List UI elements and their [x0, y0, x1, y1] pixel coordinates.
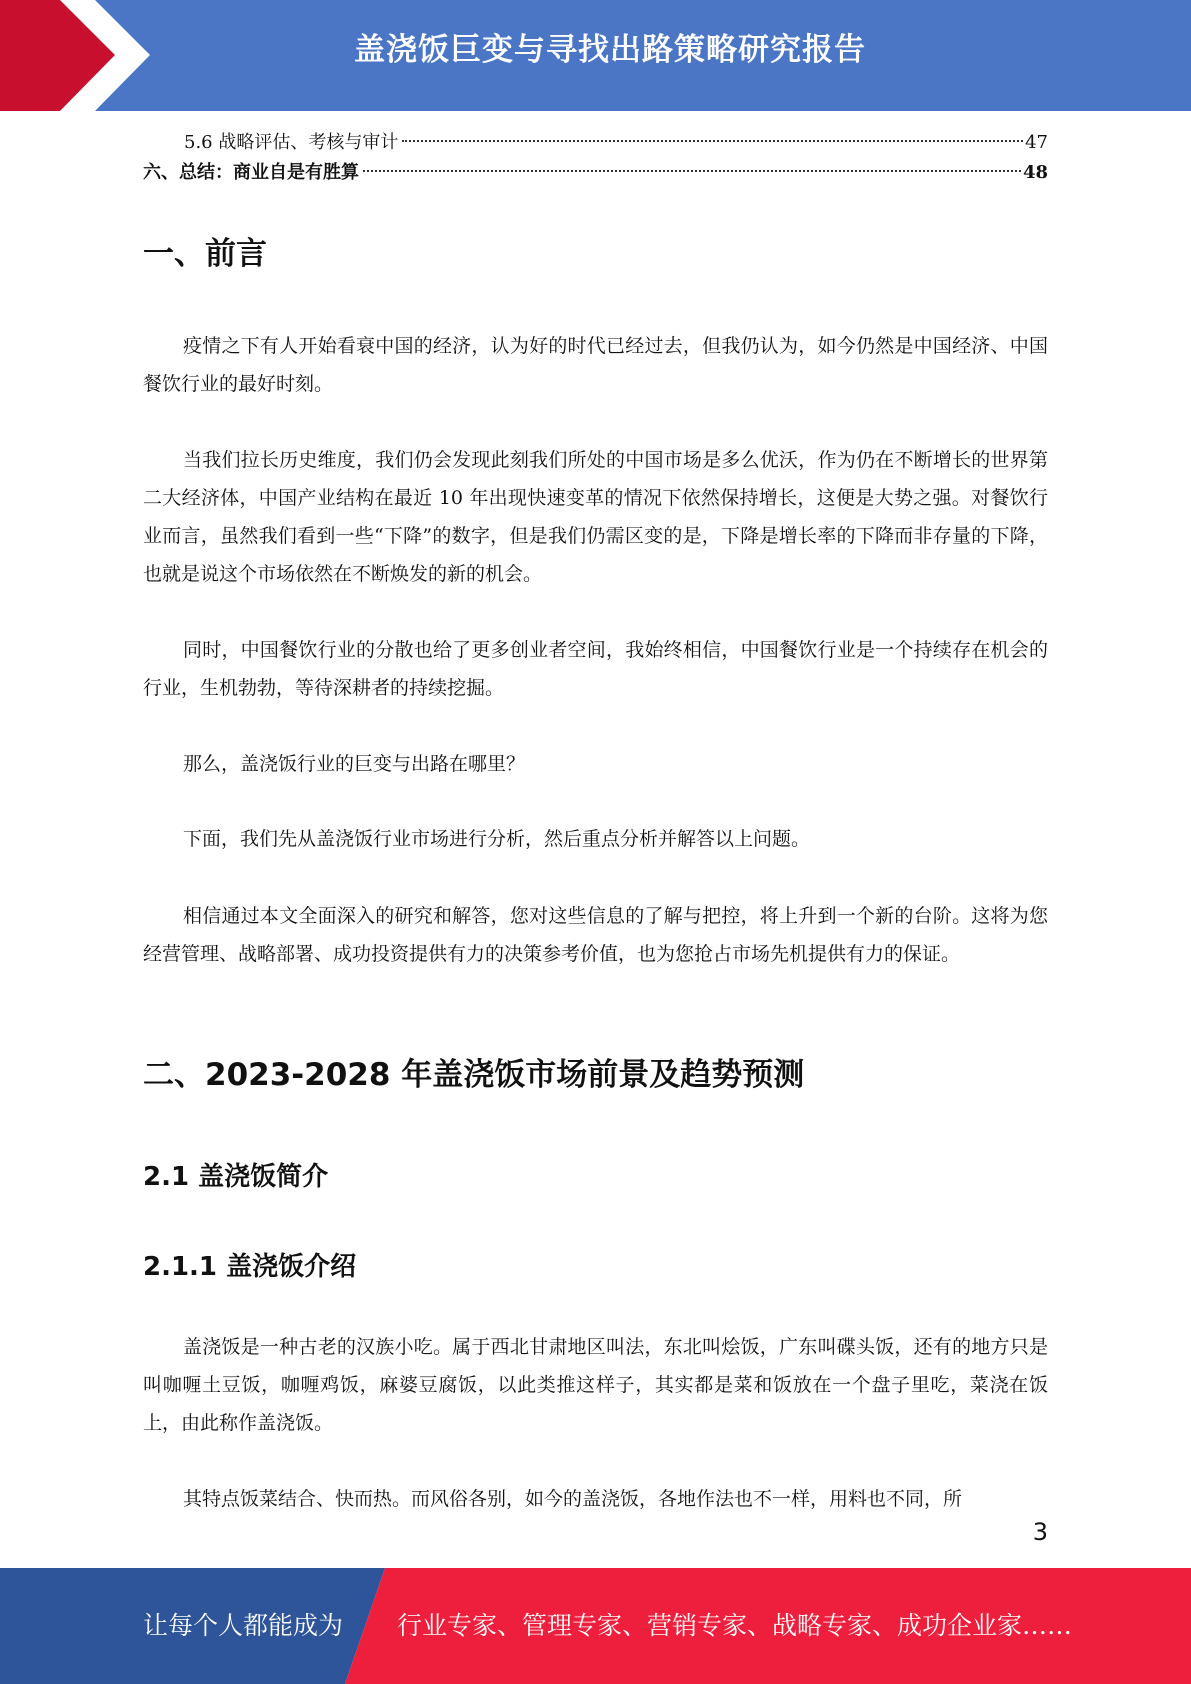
toc-entry-page: 48 — [1022, 162, 1048, 183]
subsection-heading: 2.1.1 盖浇饭介绍 — [143, 1252, 357, 1282]
toc-entry-page: 47 — [1025, 132, 1048, 153]
footer-banner — [0, 1568, 1191, 1684]
section-heading: 一、前言 — [143, 236, 267, 272]
paragraph: 那么，盖浇饭行业的巨变与出路在哪里？ — [183, 753, 526, 775]
paragraph: 盖浇饭是一种古老的汉族小吃。属于西北甘肃地区叫法，东北叫烩饭，广东叫碟头饭，还有的地方只是叫咖喱土豆饭，咖喱鸡饭，麻婆豆腐饭，以此类推这样子，其实都是菜和饭放在一个盘子里吃，菜浇在饭上，由此称作盖浇饭。 — [143, 1336, 1048, 1434]
footer-slogan-right: 行业专家、管理专家、营销专家、战略专家、成功企业家…… — [397, 1611, 1073, 1640]
paragraph: 疫情之下有人开始看衰中国的经济，认为好的时代已经过去，但我仍认为，如今仍然是中国经济、中国餐饮行业的最好时刻。 — [143, 335, 1048, 395]
header-banner — [0, 0, 1191, 111]
section-heading: 二、2023-2028 年盖浇饭市场前景及趋势预测 — [143, 1057, 805, 1093]
page-number: 3 — [1032, 1518, 1048, 1546]
paragraph: 当我们拉长历史维度，我们仍会发现此刻我们所处的中国市场是多么优沃，作为仍在不断增长的世界第二大经济体，中国产业结构在最近 10 年出现快速变革的情况下依然保持增长，这便是大势之强。对餐饮行业而言，虽然我们看到一些“下降”的数字，但是我们仍需区变的是，下降是增长率的下降而非存量的下降，也就是说这个市场依然在不断焕发的新的机会。 — [143, 449, 1048, 585]
toc-leader-dots — [402, 140, 1023, 142]
toc-leader-dots — [363, 170, 1021, 172]
toc-entry-label: 5.6 战略评估、考核与审计 — [184, 132, 399, 153]
subsection-heading: 2.1 盖浇饭简介 — [143, 1162, 329, 1192]
toc-entry[interactable] — [143, 128, 1048, 158]
paragraph: 其特点饭菜结合、快而热。而风俗各别，如今的盖浇饭，各地作法也不一样，用料也不同，所 — [183, 1488, 963, 1510]
toc-entry[interactable] — [143, 158, 1048, 188]
footer-slogan-left: 让每个人都能成为 — [143, 1611, 344, 1640]
report-title: 盖浇饭巨变与寻找出路策略研究报告 — [354, 32, 866, 68]
toc-entry-label: 六、总结：商业自是有胜算 — [143, 162, 359, 183]
paragraph: 相信通过本文全面深入的研究和解答，您对这些信息的了解与把控，将上升到一个新的台阶。这将为您经营管理、战略部署、成功投资提供有力的决策参考价值，也为您抢占市场先机提供有力的保证。 — [143, 905, 1048, 965]
paragraph: 同时，中国餐饮行业的分散也给了更多创业者空间，我始终相信，中国餐饮行业是一个持续存在机会的行业，生机勃勃，等待深耕者的持续挖掘。 — [143, 639, 1048, 699]
paragraph: 下面，我们先从盖浇饭行业市场进行分析，然后重点分析并解答以上问题。 — [183, 828, 811, 850]
